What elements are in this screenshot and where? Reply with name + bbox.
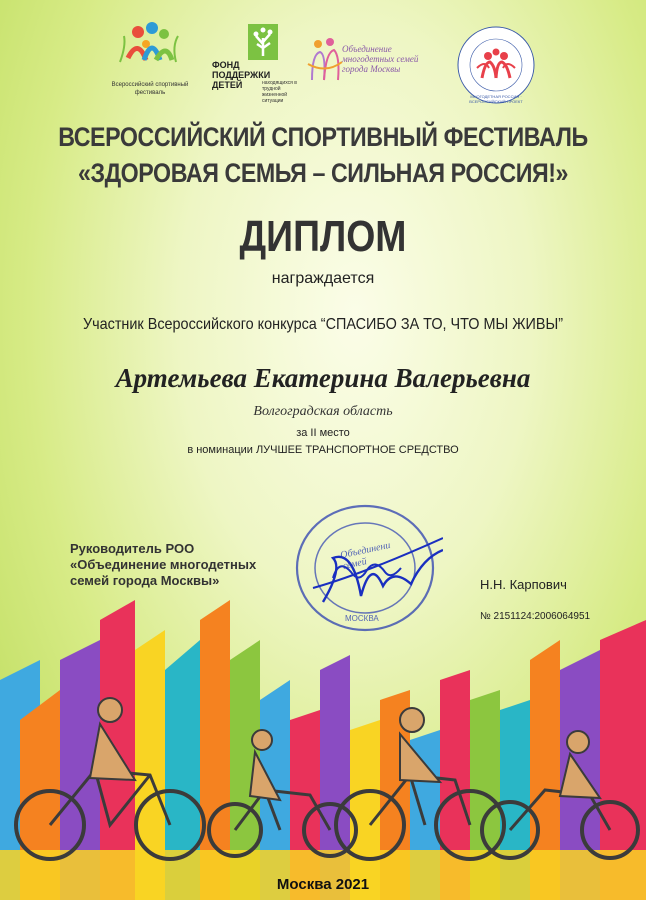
large-families-russia-text: МНОГОДЕТНАЯ РОССИЯ · ВСЕРОССИЙСКИЙ ПРОЕКТ xyxy=(469,94,523,104)
large-families-russia-logo xyxy=(455,24,537,106)
moscow-families-text: Объединение многодетных семей города Москвы xyxy=(342,44,419,74)
participant-line: Участник Всероссийского конкурса “СПАСИБО ЗА ТО, ЧТО МЫ ЖИВЫ” xyxy=(82,316,564,333)
logo-bar xyxy=(0,18,646,108)
cyclists-illustration xyxy=(0,600,646,900)
recipient-name: Артемьева Екатерина Валерьевна xyxy=(115,363,531,393)
signatory-line3: семей города Москвы» xyxy=(70,573,220,588)
children-fund-logo xyxy=(212,24,307,102)
festival-logo xyxy=(110,18,190,97)
family-icon xyxy=(306,34,344,84)
document-number: № 2151124:2006064951 xyxy=(480,611,591,622)
diploma-heading: ДИПЛОМ xyxy=(239,212,407,261)
signatory-line1: Руководитель РОО xyxy=(70,541,195,556)
signatory-block xyxy=(70,541,256,589)
tree-icon xyxy=(248,24,278,60)
signatory-name: Н.Н. Карпович xyxy=(480,577,567,592)
nomination-text: в номинации ЛУЧШЕЕ ТРАНСПОРТНОЕ СРЕДСТВО xyxy=(187,444,459,456)
festival-logo-icon xyxy=(110,18,190,76)
signatory-line2: «Объединение многодетных xyxy=(70,557,257,572)
stamp-bottom-text: МОСКВА xyxy=(345,614,379,623)
festival-title-line2: «ЗДОРОВАЯ СЕМЬЯ – СИЛЬНАЯ РОССИЯ!» xyxy=(77,158,569,188)
footer-city-year: Москва 2021 xyxy=(276,876,370,893)
children-fund-subtitle: находящихся в трудной жизненной ситуации xyxy=(262,80,297,104)
region-text: Волгоградская область xyxy=(253,404,393,419)
children-fund-title: ФОНД ПОДДЕРЖКИ ДЕТЕЙ xyxy=(212,60,271,90)
festival-logo-caption: Всероссийский спортивный фестиваль xyxy=(111,82,189,96)
cyclists-art xyxy=(0,600,646,900)
stamp-text: Объединени семей xyxy=(339,539,392,572)
festival-title-line1: ВСЕРОССИЙСКИЙ СПОРТИВНЫЙ ФЕСТИВАЛЬ xyxy=(58,122,588,152)
awarded-text: награждается xyxy=(271,270,375,287)
moscow-families-logo xyxy=(306,34,446,94)
place-text: за II место xyxy=(296,427,350,439)
